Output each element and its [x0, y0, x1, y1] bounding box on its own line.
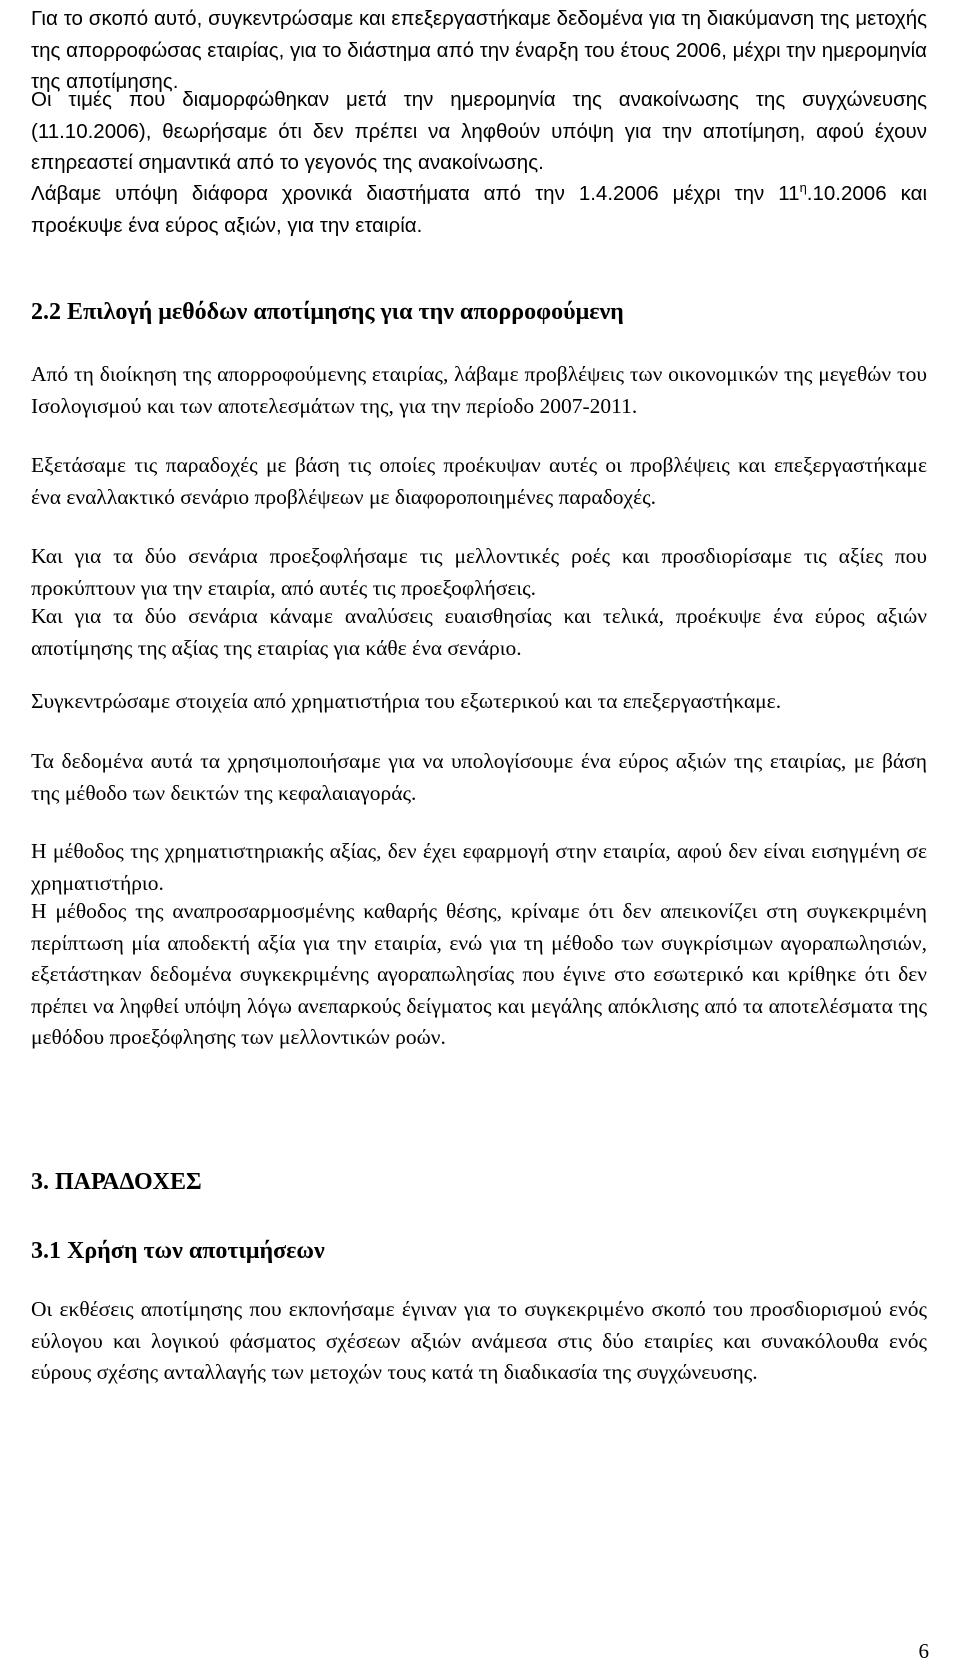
section-2-2-paragraph-5: Συγκεντρώσαμε στοιχεία από χρηματιστήρια του εξωτερικού και τα επεξεργαστήκαμε.	[31, 689, 782, 713]
section-2-2-paragraph-8: Η μέθοδος της αναπροσαρμοσμένης καθαρής θέσης, κρίναμε ότι δεν απεικονίζει στη συγκεκριμένη περίπτωση μία αποδεκτή αξία για την εταιρία, ενώ για τη μέθοδο των συγκρίσιμων αγοραπωλησιών, εξετάστηκαν δεδομένα συγκεκριμένης αγοραπωλησίας που έγινε στο εσωτερικό και κρίθηκε ότι δεν πρέπει να ληφθεί υπόψη λόγω ανεπαρκούς δείγματος και μεγάλης απόκλισης από τα αποτελέσματα της μεθόδου προεξόφλησης των μελλοντικών ροών.	[31, 899, 927, 1049]
section-2-2-paragraph-3: Και για τα δύο σενάρια προεξοφλήσαμε τις μελλοντικές ροές και προσδιορίσαμε τις αξίες που προκύπτουν για την εταιρία, από αυτές τις προεξοφλήσεις.	[31, 544, 927, 600]
intro-p3-text-before: Λάβαμε υπόψη διάφορα χρονικά διαστήματα από την 1.4.2006 μέχρι την 11	[31, 182, 800, 205]
section-2-2-paragraph-2: Εξετάσαμε τις παραδοχές με βάση τις οποίες προέκυψαν αυτές οι προβλέψεις και επεξεργαστήκαμε ένα εναλλακτικό σενάριο προβλέψεων με διαφοροποιημένες παραδοχές.	[31, 453, 927, 509]
section-2-2-paragraph-4: Και για τα δύο σενάρια κάναμε αναλύσεις ευαισθησίας και τελικά, προέκυψε ένα εύρος αξιών αποτίμησης της αξίας της εταιρίας για κάθε ένα σενάριο.	[31, 604, 927, 660]
intro-p3-text-after: .10.2006 και προέκυψε ένα εύρος αξιών, για την εταιρία.	[31, 182, 927, 237]
section-2-2-heading: 2.2 Επιλογή μεθόδων αποτίμησης για την απορροφούμενη	[31, 299, 624, 325]
section-3-heading: 3. ΠΑΡΑΔΟΧΕΣ	[31, 1169, 202, 1195]
section-3-1-paragraph-1: Οι εκθέσεις αποτίμησης που εκπονήσαμε έγιναν για το συγκεκριμένο σκοπό του προσδιορισμού ενός εύλογου και λογικού φάσματος σχέσεων αξιών ανάμεσα στις δύο εταιρίες και συνακόλουθα ενός εύρους σχέσης ανταλλαγής των μετοχών τους κατά τη διαδικασία της συγχώνευσης.	[31, 1297, 927, 1384]
intro-paragraph-3	[31, 178, 927, 241]
section-2-2-paragraph-6: Τα δεδομένα αυτά τα χρησιμοποιήσαμε για να υπολογίσουμε ένα εύρος αξιών της εταιρίας, με βάση της μέθοδο των δεικτών της κεφαλαιαγοράς.	[31, 749, 927, 805]
page-number: 6	[918, 1639, 929, 1663]
section-2-2-paragraph-7: Η μέθοδος της χρηματιστηριακής αξίας, δεν έχει εφαρμογή στην εταιρία, αφού δεν είναι εισηγμένη σε χρηματιστήριο.	[31, 839, 927, 895]
section-2-2-paragraph-1: Από τη διοίκηση της απορροφούμενης εταιρίας, λάβαμε προβλέψεις των οικονομικών της μεγεθών του Ισολογισμού και των αποτελεσμάτων της, για την περίοδο 2007-2011.	[31, 362, 927, 418]
intro-paragraph-1: Για το σκοπό αυτό, συγκεντρώσαμε και επεξεργαστήκαμε δεδομένα για τη διακύμανση της μετοχής της απορροφώσας εταιρίας, για το διάστημα από την έναρξη του έτους 2006, μέχρι την ημερομηνία της αποτίμησης.	[31, 7, 927, 93]
intro-paragraph-2: Οι τιμές που διαμορφώθηκαν μετά την ημερομηνία της ανακοίνωσης της συγχώνευσης (11.10.2006), θεωρήσαμε ότι δεν πρέπει να ληφθούν υπόψη για την αποτίμηση, αφού έχουν επηρεαστεί σημαντικά από το γεγονός της ανακοίνωσης.	[31, 88, 927, 174]
ordinal-superscript: η	[799, 180, 807, 196]
section-3-1-heading: 3.1 Χρήση των αποτιμήσεων	[31, 1238, 325, 1264]
